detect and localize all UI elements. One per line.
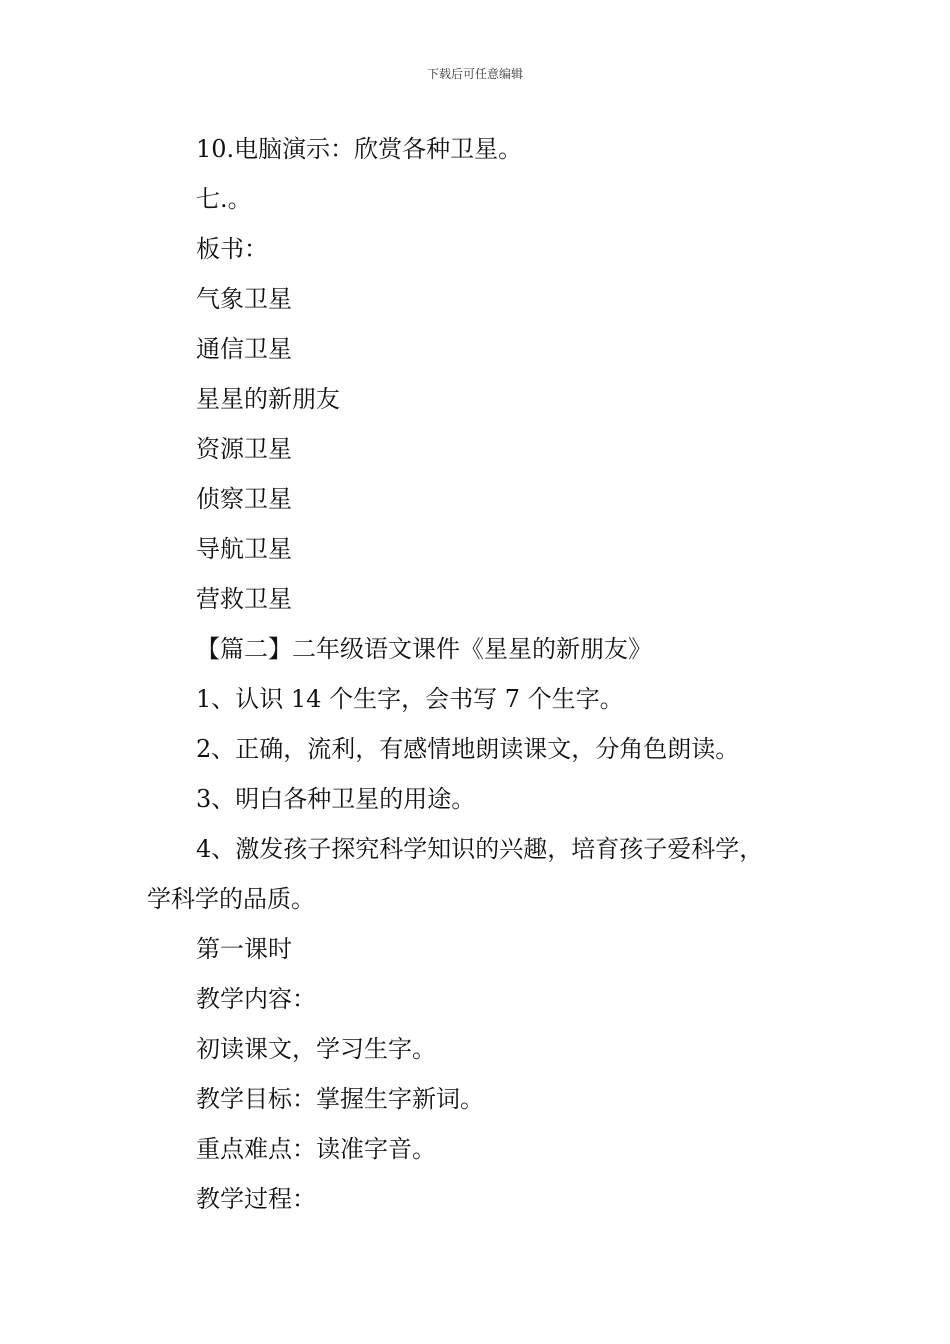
- text-line: 气象卫星: [196, 285, 292, 313]
- objective-item: 2、正确，流利，有感情地朗读课文，分角色朗读。: [196, 735, 740, 763]
- text-line: 七.。: [196, 185, 252, 213]
- objective-item: 4、激发孩子探究科学知识的兴趣，培育孩子爱科学，: [196, 835, 764, 863]
- text-line: 板书：: [196, 235, 268, 263]
- objective-item-continuation: 学科学的品质。: [147, 885, 315, 913]
- text-line: 通信卫星: [196, 335, 292, 363]
- text-line: 教学目标：掌握生字新词。: [196, 1085, 484, 1113]
- objective-item: 1、认识 14 个生字，会书写 7 个生字。: [196, 685, 624, 713]
- objective-item: 3、明白各种卫星的用途。: [196, 785, 476, 813]
- text-line: 教学内容：: [196, 985, 316, 1013]
- text-line: 导航卫星: [196, 535, 292, 563]
- text-line: 第一课时: [196, 935, 292, 963]
- page-header-note: 下载后可任意编辑: [426, 67, 523, 81]
- text-line: 初读课文，学习生字。: [196, 1035, 436, 1063]
- text-line: 资源卫星: [196, 435, 292, 463]
- document-body: [147, 124, 807, 1224]
- text-line: 星星的新朋友: [196, 385, 340, 413]
- text-line: 侦察卫星: [196, 485, 292, 513]
- text-line: 教学过程：: [196, 1185, 316, 1213]
- text-line: 10.电脑演示：欣赏各种卫星。: [196, 135, 523, 163]
- text-line: 重点难点：读准字音。: [196, 1135, 436, 1163]
- section-heading: 【篇二】二年级语文课件《星星的新朋友》: [196, 635, 652, 663]
- text-line: 营救卫星: [196, 585, 292, 613]
